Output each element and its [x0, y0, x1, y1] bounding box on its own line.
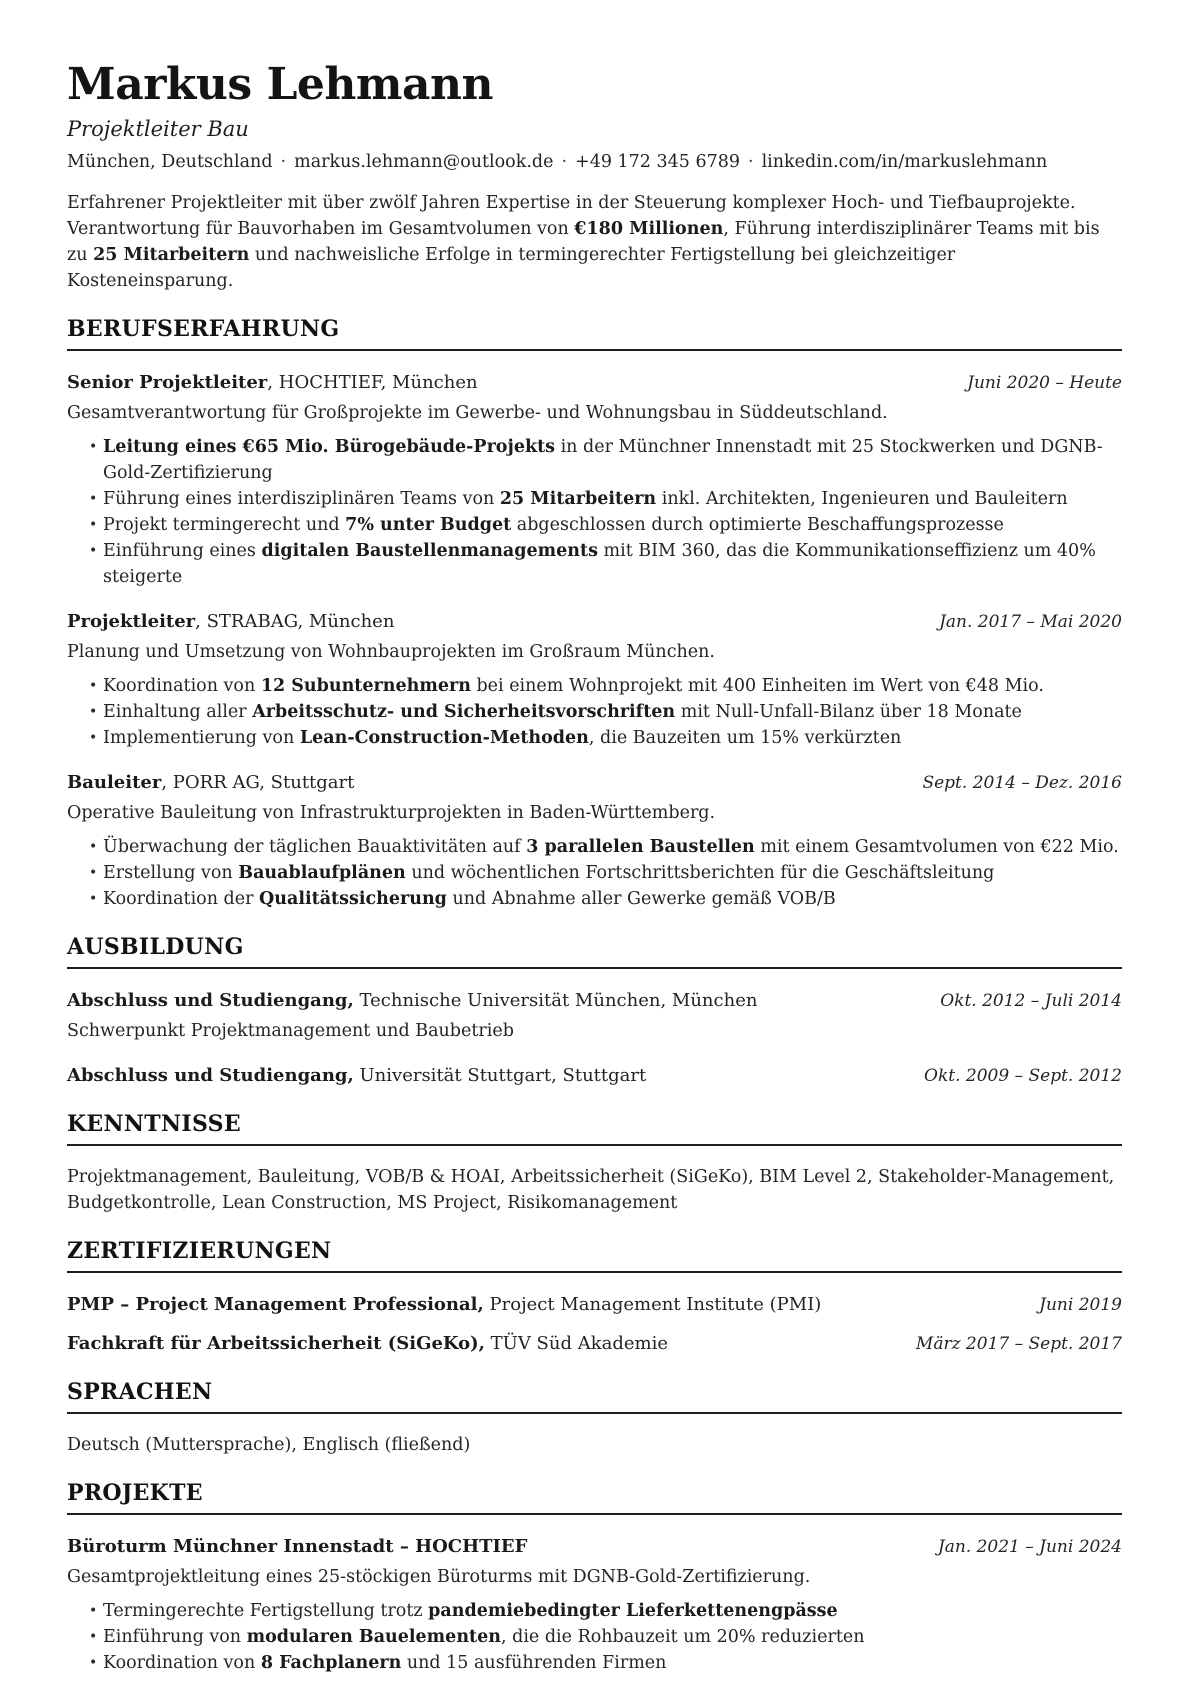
bullet-text: [103, 1627, 865, 1647]
bold-text: Leitung eines €65 Mio. Bürogebäude-Projekts: [103, 437, 556, 458]
bullet-item: [67, 725, 1122, 751]
entry-title: [67, 770, 374, 796]
text: in der Münchner Innenstadt mit 25 Stockwerken und DGNB-Gold-Zertifizierung: [103, 437, 1103, 484]
bullet-text: [103, 837, 1119, 857]
section-paragraph: Deutsch (Muttersprache), Englisch (fließend): [67, 1435, 471, 1456]
bullet-dot: •: [89, 678, 98, 695]
contact-separator: ·: [561, 152, 568, 173]
section-berufserfahrung: [67, 316, 1122, 912]
entry-header: [67, 1063, 1122, 1089]
section-heading: ZERTIFIZIERUNGEN: [67, 1238, 1122, 1273]
entry-description: Schwerpunkt Projektmanagement und Baubetrieb: [67, 1021, 514, 1042]
bullet-text: [103, 489, 1068, 509]
entry: [67, 1063, 1122, 1089]
bullet-dot: •: [89, 891, 98, 908]
bullet-dot: •: [89, 1655, 98, 1672]
bullet-text: [103, 676, 1044, 696]
text: mit BIM 360, das die Kommunikationseffizienz um 40% steigerte: [103, 541, 1096, 588]
text: und wöchentlichen Fortschrittsberichten für die Geschäftsleitung: [405, 863, 995, 884]
entry-date: Juni 2019: [1039, 1295, 1122, 1316]
entry-title-rest: , HOCHTIEF, München: [267, 372, 478, 394]
bullet-item: [67, 1624, 1122, 1650]
entry-title-bold: PMP – Project Management Professional,: [67, 1294, 484, 1316]
text: und 15 ausführenden Firmen: [401, 1653, 667, 1674]
bullet-item: [67, 673, 1122, 699]
bold-text: 12 Subunternehmern: [260, 676, 471, 697]
bullet-dot: •: [89, 543, 98, 560]
entry-title-rest: , PORR AG, Stuttgart: [161, 772, 355, 794]
bold-text: 25 Mitarbeitern: [93, 245, 250, 266]
bullet-dot: •: [89, 1603, 98, 1620]
section-zertifizierungen: [67, 1238, 1122, 1357]
summary-paragraph: [67, 190, 1122, 294]
text: Termingerechte Fertigstellung trotz: [103, 1601, 429, 1622]
bullet-list: [67, 434, 1122, 590]
entry-header: [67, 1534, 1122, 1560]
section-projekte: [67, 1480, 1122, 1676]
bullet-text: [103, 889, 836, 909]
section-ausbildung: [67, 934, 1122, 1089]
bullet-text: [103, 541, 1096, 587]
text: , die die Rohbauzeit um 20% reduzierten: [501, 1627, 865, 1648]
entry-header: [67, 370, 1122, 396]
contact-item: markus.lehmann@outlook.de: [294, 152, 554, 173]
bold-text: 7% unter Budget: [345, 515, 512, 536]
bold-text: Lean-Construction-Methoden: [299, 728, 589, 749]
bullet-dot: •: [89, 865, 98, 882]
text: bei einem Wohnprojekt mit 400 Einheiten im Wert von €48 Mio.: [470, 676, 1044, 697]
bullet-text: [103, 437, 1103, 483]
entry-header: [67, 770, 1122, 796]
text: Einführung eines: [103, 541, 262, 562]
entry-title: [67, 609, 414, 635]
section-sprachen: [67, 1379, 1122, 1458]
entry-title: [67, 1331, 688, 1357]
text: Führung eines interdisziplinären Teams von: [103, 489, 500, 510]
entry-title-bold: Büroturm Münchner Innenstadt – HOCHTIEF: [67, 1536, 528, 1558]
entry-date: Sept. 2014 – Dez. 2016: [922, 773, 1122, 794]
section-heading: KENNTNISSE: [67, 1111, 1122, 1146]
text: Projekt termingerecht und: [103, 515, 346, 536]
resume-sections: [67, 316, 1122, 1676]
contact-line: [67, 150, 1122, 174]
section-paragraph: Projektmanagement, Bauleitung, VOB/B & HOAI, Arbeitssicherheit (SiGeKo), BIM Level 2, Stakeholder-Management, Budgetkontrolle, Lean Construction, MS Project, Risikomanagement: [67, 1167, 1115, 1214]
entry-header: [67, 609, 1122, 635]
entry: [67, 1331, 1122, 1357]
bullet-text: [103, 1601, 838, 1621]
bullet-dot: •: [89, 439, 98, 456]
entry-title: [67, 1534, 547, 1560]
bullet-dot: •: [89, 839, 98, 856]
entry-title: [67, 1063, 666, 1089]
bullet-list: [67, 1598, 1122, 1676]
entry-header: [67, 1331, 1122, 1357]
text: Koordination der: [103, 889, 260, 910]
entry-date: März 2017 – Sept. 2017: [915, 1334, 1122, 1355]
entry-description: Operative Bauleitung von Infrastrukturprojekten in Baden-Württemberg.: [67, 803, 716, 824]
bullet-list: [67, 673, 1122, 751]
entry-date: Juni 2020 – Heute: [967, 373, 1122, 394]
entry: [67, 770, 1122, 912]
bullet-text: [103, 1653, 666, 1673]
text: Koordination von: [103, 676, 261, 697]
bold-text: Arbeitsschutz- und Sicherheitsvorschriften: [252, 702, 676, 723]
text: , die Bauzeiten um 15% verkürzten: [588, 728, 902, 749]
text: Koordination von: [103, 1653, 261, 1674]
section-heading: BERUFSERFAHRUNG: [67, 316, 1122, 351]
entry-title-bold: Bauleiter: [67, 772, 162, 794]
entry: [67, 1534, 1122, 1676]
text: Einführung von: [103, 1627, 247, 1648]
text: mit einem Gesamtvolumen von €22 Mio.: [754, 837, 1119, 858]
bullet-text: [103, 728, 901, 748]
bullet-dot: •: [89, 704, 98, 721]
entry-description: Gesamtverantwortung für Großprojekte im Gewerbe- und Wohnungsbau in Süddeutschland.: [67, 403, 888, 424]
entry: [67, 988, 1122, 1044]
candidate-name: Markus Lehmann: [67, 59, 493, 110]
bullet-dot: •: [89, 730, 98, 747]
text: abgeschlossen durch optimierte Beschaffungsprozesse: [511, 515, 1004, 536]
text: Einhaltung aller: [103, 702, 253, 723]
bold-text: modularen Bauelementen: [246, 1627, 501, 1648]
bullet-item: [67, 486, 1122, 512]
text: Erfahrener Projektleiter mit über zwölf Jahren Expertise in der Steuerung komplexer Hoch- und Tiefbauprojekte. Verantwortung für Bauvorhaben im Gesamtvolumen von: [67, 193, 1076, 240]
entry-title-bold: Senior Projektleiter: [67, 372, 268, 394]
entry-header: [67, 1292, 1122, 1318]
contact-separator: ·: [280, 152, 287, 173]
bullet-item: [67, 1598, 1122, 1624]
text: Implementierung von: [103, 728, 300, 749]
entry-title: [67, 988, 777, 1014]
entry-title-rest: TÜV Süd Akademie: [484, 1333, 669, 1355]
bold-text: 3 parallelen Baustellen: [526, 837, 755, 858]
entry-title-bold: Fachkraft für Arbeitssicherheit (SiGeKo),: [67, 1333, 485, 1355]
entry-title: [67, 1292, 841, 1318]
bullet-dot: •: [89, 1629, 98, 1646]
bullet-item: [67, 538, 1122, 590]
entry-date: Okt. 2012 – Juli 2014: [940, 991, 1122, 1012]
candidate-title: Projektleiter Bau: [67, 117, 249, 142]
contact-item: München, Deutschland: [67, 152, 273, 173]
contact-item: linkedin.com/in/markuslehmann: [761, 152, 1048, 173]
bullet-text: [103, 863, 994, 883]
entry-title-rest: Technische Universität München, München: [353, 990, 758, 1012]
text: und Abnahme aller Gewerke gemäß VOB/B: [446, 889, 836, 910]
entry-title-bold: Abschluss und Studiengang,: [67, 1065, 354, 1087]
bullet-dot: •: [89, 517, 98, 534]
bullet-item: [67, 512, 1122, 538]
entry-header: [67, 988, 1122, 1014]
entry-title-rest: , STRABAG, München: [195, 611, 395, 633]
bold-text: pandemiebedingter Lieferkettenengpässe: [428, 1601, 838, 1622]
entry-date: Jan. 2021 – Juni 2024: [937, 1537, 1122, 1558]
entry-date: Okt. 2009 – Sept. 2012: [924, 1066, 1122, 1087]
bold-text: €180 Millionen: [574, 219, 724, 240]
text: mit Null-Unfall-Bilanz über 18 Monate: [675, 702, 1022, 723]
section-heading: SPRACHEN: [67, 1379, 1122, 1414]
section-heading: AUSBILDUNG: [67, 934, 1122, 969]
entry-description: Planung und Umsetzung von Wohnbauprojekten im Großraum München.: [67, 642, 715, 663]
entry-title-bold: Abschluss und Studiengang,: [67, 990, 354, 1012]
bullet-item: [67, 860, 1122, 886]
bullet-list: [67, 834, 1122, 912]
entry: [67, 1292, 1122, 1318]
text: inkl. Architekten, Ingenieuren und Bauleitern: [656, 489, 1068, 510]
section-heading: PROJEKTE: [67, 1480, 1122, 1515]
text: Überwachung der täglichen Bauaktivitäten auf: [103, 837, 527, 858]
section-kenntnisse: [67, 1111, 1122, 1216]
entry-title: [67, 370, 498, 396]
text: und nachweisliche Erfolge in termingerechter Fertigstellung bei gleichzeitiger Kosteneinsparung.: [67, 245, 956, 292]
contact-item: +49 172 345 6789: [575, 152, 740, 173]
bullet-item: [67, 434, 1122, 486]
text: Erstellung von: [103, 863, 239, 884]
bullet-item: [67, 699, 1122, 725]
bullet-item: [67, 834, 1122, 860]
entry-date: Jan. 2017 – Mai 2020: [939, 612, 1122, 633]
bold-text: digitalen Baustellenmanagements: [261, 541, 598, 562]
bullet-text: [103, 702, 1022, 722]
bullet-text: [103, 515, 1004, 535]
bold-text: Qualitätssicherung: [259, 889, 447, 910]
bullet-item: [67, 1650, 1122, 1676]
entry-description: Gesamtprojektleitung eines 25-stöckigen Büroturms mit DGNB-Gold-Zertifizierung.: [67, 1567, 811, 1588]
entry-title-rest: Project Management Institute (PMI): [483, 1294, 822, 1316]
entry-title-bold: Projektleiter: [67, 611, 196, 633]
bold-text: 25 Mitarbeitern: [499, 489, 657, 510]
bullet-item: [67, 886, 1122, 912]
bold-text: Bauablaufplänen: [238, 863, 406, 884]
entry: [67, 609, 1122, 751]
entry-title-rest: Universität Stuttgart, Stuttgart: [353, 1065, 647, 1087]
contact-separator: ·: [748, 152, 754, 173]
bold-text: 8 Fachplanern: [260, 1653, 402, 1674]
entry: [67, 370, 1122, 590]
bullet-dot: •: [89, 491, 98, 508]
text: , Führung interdisziplinärer Teams mit bis zu: [67, 219, 1100, 266]
